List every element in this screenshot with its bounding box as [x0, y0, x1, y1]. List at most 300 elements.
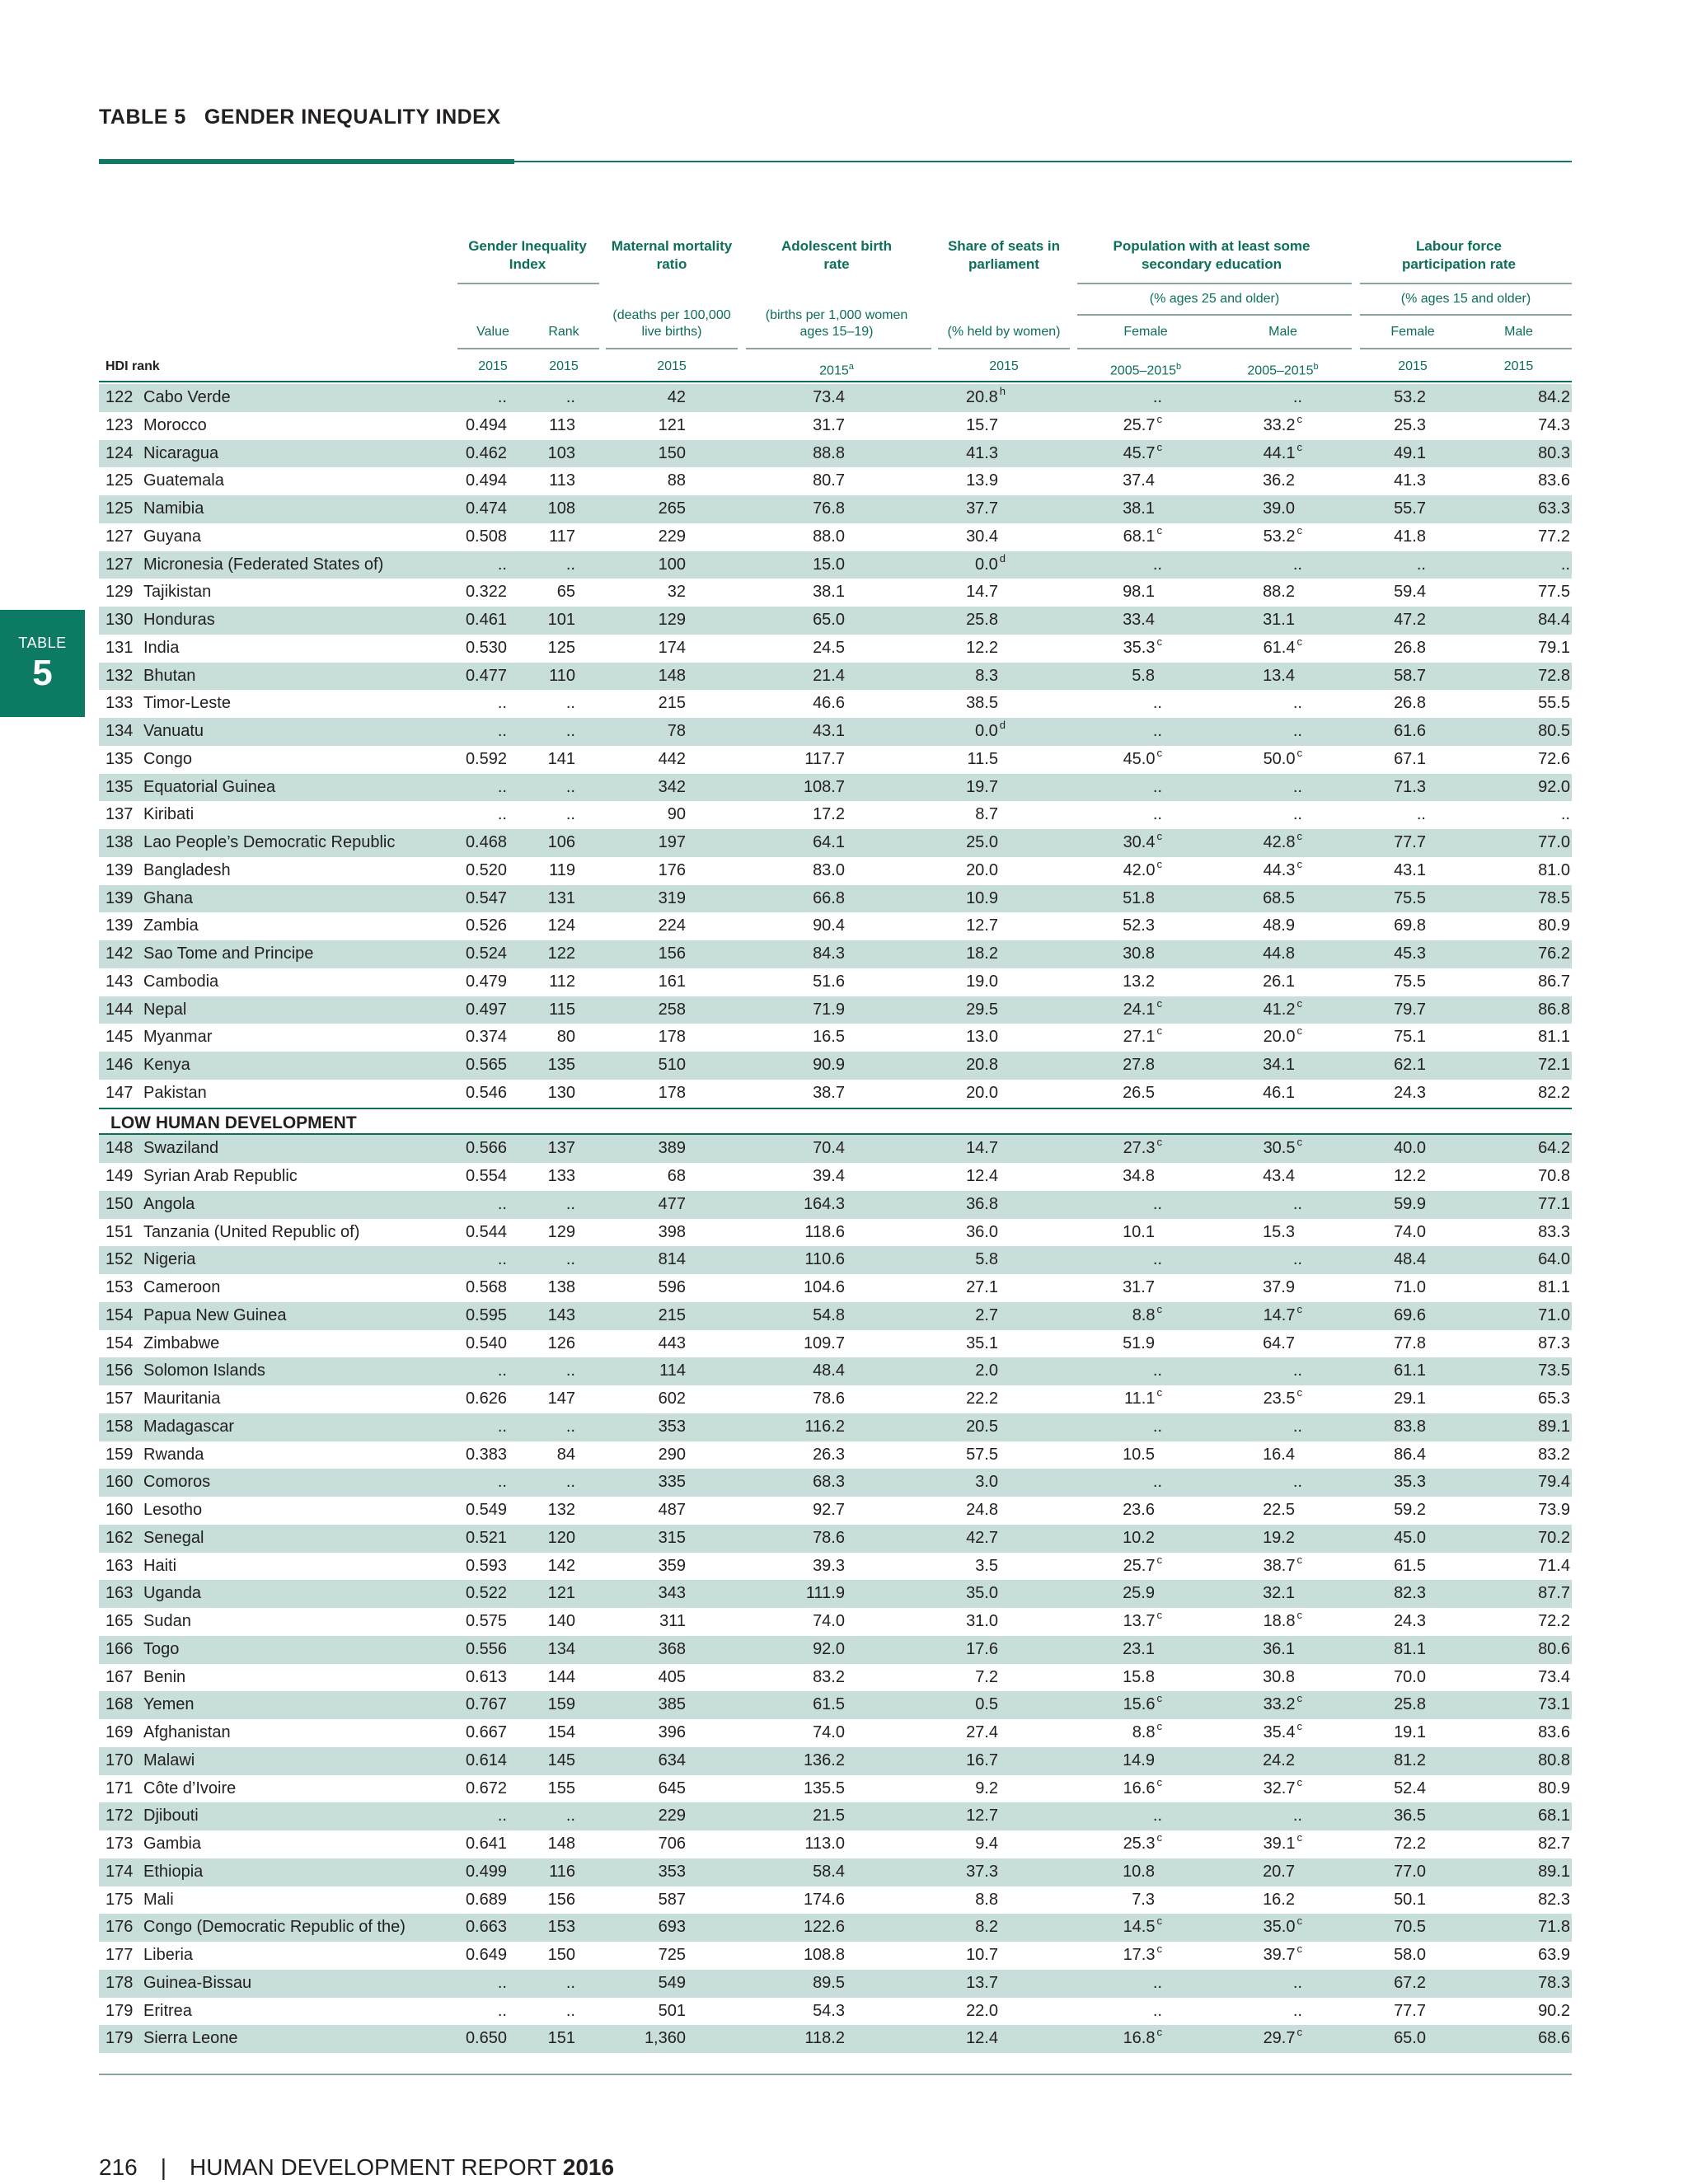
cell-edu-male: 39.7 $^c$	[1263, 1943, 1302, 1964]
cell-edu-female: 16.8 $^c$	[1123, 2026, 1162, 2048]
table-row	[99, 1998, 1572, 2026]
side-tab-number: 5	[32, 653, 53, 693]
cell-lf-female: 45.0	[1394, 1528, 1426, 1547]
hdi-rank: 132	[106, 666, 134, 685]
cell-lf-male: 70.2	[1538, 1528, 1570, 1547]
table-row	[99, 384, 1572, 412]
footnote-marker: c	[1156, 996, 1162, 1010]
cell-lf-female: 65.0	[1394, 2029, 1426, 2048]
cell-edu-male: 19.2	[1263, 1528, 1295, 1547]
cell-gii-rank: 148	[547, 1835, 575, 1853]
cell-lf-male: 65.3	[1538, 1390, 1570, 1408]
cell-mmr: 68	[667, 1167, 686, 1185]
cell-gii-rank: 125	[547, 638, 575, 657]
cell-seats: 20.8 $^h$	[965, 385, 1006, 406]
footnote-marker: c	[1296, 440, 1302, 453]
cell-mmr: 100	[658, 555, 686, 574]
cell-abr: 113.0	[804, 1835, 845, 1853]
cell-gii-rank: ..	[565, 1473, 575, 1492]
rule-edu	[1077, 348, 1352, 349]
cell-gii-rank: ..	[565, 1361, 575, 1380]
cell-lf-female: 26.8	[1394, 638, 1426, 657]
year-gii-rank: 2015	[549, 359, 579, 373]
footnote-marker: c	[1156, 2026, 1162, 2039]
hdi-rank: 131	[106, 638, 134, 657]
table-row	[99, 1219, 1572, 1247]
cell-lf-female: 61.6	[1394, 722, 1426, 740]
table-row	[99, 774, 1572, 802]
footnote-marker: c	[1296, 635, 1302, 648]
footnote-marker: c	[1156, 440, 1162, 453]
cell-mmr: 78	[667, 722, 686, 740]
country-name: Togo	[143, 1639, 180, 1658]
table-row	[99, 1830, 1572, 1858]
cell-abr: 46.6	[813, 694, 845, 713]
cell-gii-rank: 65	[556, 583, 575, 602]
cell-gii-rank: 138	[547, 1278, 575, 1296]
cell-seats: 2.0	[975, 1361, 998, 1380]
cell-gii-value: 0.554	[465, 1167, 507, 1185]
footnote-marker: c	[1296, 1609, 1302, 1621]
cell-abr: 110.6	[804, 1250, 845, 1269]
hdi-rank: 170	[106, 1750, 134, 1769]
cell-seats: 5.8	[975, 1250, 998, 1269]
country-name: Senegal	[143, 1528, 204, 1547]
cell-gii-rank: 126	[547, 1333, 575, 1352]
hdi-rank: 122	[106, 388, 134, 406]
country-name: Malawi	[143, 1750, 195, 1769]
cell-abr: 38.1	[813, 583, 845, 602]
hdi-rank: 167	[106, 1667, 134, 1686]
hdi-rank: 152	[106, 1250, 134, 1269]
hdi-rank: 173	[106, 1835, 134, 1853]
cell-edu-female: 11.1 $^c$	[1124, 1386, 1162, 1408]
cell-edu-female: 10.2	[1123, 1528, 1155, 1547]
country-name: Sao Tome and Principe	[143, 944, 314, 963]
country-name: Afghanistan	[143, 1723, 231, 1741]
cell-lf-male: 77.1	[1538, 1194, 1570, 1213]
footnote-marker: c	[1156, 1386, 1162, 1399]
cell-edu-female: 25.7 $^c$	[1123, 412, 1162, 434]
cell-gii-value: 0.613	[465, 1667, 507, 1686]
table-row	[99, 1636, 1572, 1664]
cell-lf-female: ..	[1416, 805, 1426, 824]
cell-edu-male: 44.8	[1263, 944, 1295, 963]
cell-lf-male: 73.4	[1538, 1667, 1570, 1686]
cell-lf-male: 64.2	[1538, 1139, 1570, 1158]
hdi-rank: 137	[106, 805, 134, 824]
cell-lf-male: 64.0	[1538, 1250, 1570, 1269]
cell-gii-rank: 113	[549, 471, 575, 490]
rule-seats	[938, 348, 1070, 349]
cell-gii-value: ..	[497, 2001, 507, 2020]
cell-lf-female: 62.1	[1394, 1056, 1426, 1074]
hdi-rank: 146	[106, 1056, 134, 1074]
footnote-marker: c	[1296, 1302, 1302, 1315]
footnote-marker: c	[1296, 1831, 1302, 1844]
footnote-marker: c	[1156, 412, 1162, 425]
hdi-rank: 163	[106, 1584, 134, 1603]
footnote-marker: c	[1296, 523, 1302, 537]
country-name: Lesotho	[143, 1501, 203, 1519]
table-label: TABLE 5	[99, 105, 186, 129]
cell-mmr: 42	[667, 388, 686, 406]
cell-abr: 109.7	[803, 1333, 845, 1352]
table-row	[99, 1441, 1572, 1469]
cell-gii-value: 0.520	[465, 860, 507, 879]
cell-gii-rank: 156	[547, 1890, 575, 1909]
country-name: Micronesia (Federated States of)	[143, 555, 384, 574]
cell-edu-female: 13.2	[1123, 972, 1155, 991]
country-name: Congo (Democratic Republic of the)	[143, 1918, 406, 1937]
cell-abr: 38.7	[813, 1083, 845, 1102]
cell-lf-male: 83.2	[1538, 1445, 1570, 1464]
cell-abr: 83.0	[813, 860, 845, 879]
cell-abr: 39.4	[813, 1167, 845, 1185]
page-footer	[99, 2154, 614, 2181]
country-name: Nepal	[143, 1000, 187, 1019]
cell-abr: 64.1	[813, 833, 845, 851]
year-edu-female-note: b	[1175, 362, 1182, 372]
hdi-rank: 139	[106, 860, 134, 879]
table-row	[99, 1469, 1572, 1497]
cell-abr: 66.8	[813, 888, 845, 907]
cell-abr: 74.0	[813, 1612, 845, 1630]
cell-gii-rank: 116	[549, 1862, 575, 1881]
cell-lf-female: 49.1	[1394, 443, 1426, 462]
table-title	[99, 105, 501, 129]
cell-seats: 27.4	[966, 1723, 998, 1741]
country-name: Gambia	[143, 1835, 202, 1853]
subhead-value: Value	[476, 325, 509, 339]
cell-lf-female: 70.0	[1394, 1667, 1426, 1686]
cell-lf-male: 70.8	[1538, 1167, 1570, 1185]
cell-edu-male: 35.4 $^c$	[1263, 1720, 1302, 1741]
cell-abr: 15.0	[813, 555, 845, 574]
header-edu-rule2	[1077, 314, 1352, 316]
cell-lf-female: 26.8	[1394, 694, 1426, 713]
cell-lf-male: 82.2	[1538, 1083, 1570, 1102]
cell-gii-rank: 101	[547, 611, 575, 629]
cell-edu-male: ..	[1292, 388, 1302, 406]
cell-mmr: 706	[658, 1835, 686, 1853]
cell-seats: 15.7	[966, 415, 998, 434]
cell-lf-male: 82.7	[1538, 1835, 1570, 1853]
side-tab-label: TABLE	[18, 635, 67, 651]
cell-lf-female: 77.8	[1394, 1333, 1426, 1352]
cell-lf-male: 72.8	[1538, 666, 1570, 685]
country-name: Mali	[143, 1890, 174, 1909]
country-name: Cambodia	[143, 972, 219, 991]
year-abr	[758, 359, 915, 379]
cell-seats: 0.0 $^d$	[974, 551, 1006, 574]
cell-seats: 19.7	[966, 777, 998, 796]
cell-lf-female: 67.1	[1394, 749, 1426, 768]
country-name: Myanmar	[143, 1028, 213, 1047]
cell-gii-value: 0.663	[465, 1918, 507, 1937]
cell-seats: 20.0	[966, 1083, 998, 1102]
cell-lf-male: 83.3	[1538, 1222, 1570, 1241]
cell-mmr: 477	[658, 1194, 686, 1213]
cell-gii-value: 0.767	[465, 1695, 507, 1714]
hdi-rank: 138	[106, 833, 134, 851]
cell-lf-female: 81.2	[1394, 1750, 1426, 1769]
cell-gii-rank: 130	[547, 1083, 575, 1102]
country-name: Swaziland	[143, 1139, 219, 1158]
cell-lf-male: 81.0	[1538, 860, 1570, 879]
year-mmr: 2015	[657, 359, 687, 373]
table-row	[99, 968, 1572, 996]
cell-abr: 17.2	[813, 805, 845, 824]
hdi-rank: 171	[106, 1779, 134, 1797]
cell-edu-male: 24.2	[1263, 1750, 1295, 1769]
cell-gii-value: ..	[497, 694, 507, 713]
cell-gii-value: 0.322	[465, 583, 507, 602]
country-name: Congo	[143, 749, 192, 768]
table-row	[99, 635, 1572, 663]
cell-edu-male: 31.1	[1263, 611, 1295, 629]
subhead-lf-male: Male	[1504, 325, 1533, 339]
table-row	[99, 912, 1572, 940]
cell-seats: 10.7	[966, 1946, 998, 1964]
cell-lf-male: 63.9	[1538, 1946, 1570, 1964]
table-row	[99, 1191, 1572, 1219]
cell-gii-rank: 121	[547, 1584, 575, 1603]
cell-seats: 31.0	[966, 1612, 998, 1630]
cell-abr: 118.6	[804, 1222, 845, 1241]
cell-lf-female: 77.0	[1394, 1862, 1426, 1881]
cell-edu-male: 37.9	[1263, 1278, 1295, 1296]
cell-edu-female: 23.1	[1123, 1639, 1155, 1658]
footnote-marker: c	[1296, 1553, 1302, 1566]
cell-gii-value: 0.593	[465, 1556, 507, 1575]
table-row	[99, 1608, 1572, 1636]
table-row	[99, 1246, 1572, 1274]
cell-seats: 9.2	[975, 1779, 998, 1797]
rule-lfpr	[1360, 348, 1572, 349]
table-row	[99, 718, 1572, 746]
cell-gii-value: 0.689	[465, 1890, 507, 1909]
subhead-edu-female: Female	[1123, 325, 1168, 339]
country-name: Ethiopia	[143, 1862, 204, 1881]
cell-lf-male: 83.6	[1538, 1723, 1570, 1741]
unit-seats: (% held by women)	[947, 325, 1061, 339]
cell-gii-value: 0.524	[465, 944, 507, 963]
cell-gii-rank: 140	[547, 1612, 575, 1630]
cell-lf-female: 61.5	[1394, 1556, 1426, 1575]
hdi-rank: 124	[106, 443, 134, 462]
country-name: Morocco	[143, 415, 207, 434]
cell-mmr: 725	[658, 1946, 686, 1964]
cell-lf-female: 75.5	[1394, 972, 1426, 991]
cell-edu-female: 38.1	[1123, 499, 1155, 518]
cell-mmr: 319	[658, 888, 686, 907]
cell-lf-female: 81.1	[1394, 1639, 1426, 1658]
cell-seats: 13.7	[966, 1973, 998, 1992]
cell-mmr: 634	[658, 1750, 686, 1769]
cell-gii-rank: 155	[547, 1779, 575, 1797]
cell-abr: 73.4	[813, 388, 845, 406]
country-name: Kiribati	[143, 805, 195, 824]
country-name: Bangladesh	[143, 860, 231, 879]
footnote-marker: c	[1296, 1720, 1302, 1732]
country-name: Namibia	[143, 499, 204, 518]
cell-edu-male: ..	[1292, 555, 1302, 574]
cell-lf-male: 89.1	[1538, 1417, 1570, 1436]
cell-lf-female: 59.2	[1394, 1501, 1426, 1519]
cell-gii-rank: ..	[565, 555, 575, 574]
cell-seats: 18.2	[966, 944, 998, 963]
cell-edu-male: 68.5	[1263, 888, 1295, 907]
cell-lf-female: 71.3	[1394, 777, 1426, 796]
section-header	[99, 1108, 1572, 1136]
cell-mmr: 156	[658, 944, 686, 963]
cell-gii-value: 0.522	[465, 1584, 507, 1603]
country-name: Timor-Leste	[143, 694, 231, 713]
hdi-rank: 130	[106, 611, 134, 629]
cell-abr: 78.6	[813, 1390, 845, 1408]
cell-mmr: 215	[658, 694, 686, 713]
cell-mmr: 114	[659, 1361, 686, 1380]
cell-lf-female: 43.1	[1394, 860, 1426, 879]
cell-gii-rank: 84	[556, 1445, 575, 1464]
footnote-marker: c	[1156, 1136, 1162, 1149]
cell-edu-female: 16.6 $^c$	[1123, 1775, 1162, 1797]
hdi-rank: 159	[106, 1445, 134, 1464]
cell-gii-rank: 117	[549, 527, 575, 546]
cell-gii-rank: 110	[549, 666, 575, 685]
cell-abr: 43.1	[813, 722, 845, 740]
cell-lf-male: 90.2	[1538, 2001, 1570, 2020]
hdi-rank: 134	[106, 722, 134, 740]
hdi-rank: 160	[106, 1473, 134, 1492]
cell-gii-value: 0.461	[465, 611, 507, 629]
cell-lf-female: 59.4	[1394, 583, 1426, 602]
cell-seats: 9.4	[975, 1835, 998, 1853]
cell-seats: 8.7	[975, 805, 998, 824]
table-row	[99, 996, 1572, 1024]
cell-edu-female: 13.7 $^c$	[1123, 1609, 1162, 1630]
cell-edu-male: ..	[1292, 1250, 1302, 1269]
cell-lf-female: 48.4	[1394, 1250, 1426, 1269]
table-row	[99, 885, 1572, 913]
cell-seats: 12.4	[966, 2029, 998, 2048]
hdi-rank: 162	[106, 1528, 134, 1547]
footnote-marker: c	[1296, 1386, 1302, 1399]
cell-edu-female: ..	[1152, 1417, 1162, 1436]
cell-lf-female: 19.1	[1394, 1723, 1426, 1741]
cell-seats: 35.1	[966, 1333, 998, 1352]
cell-mmr: 197	[658, 833, 686, 851]
cell-gii-value: 0.566	[465, 1139, 507, 1158]
cell-edu-male: ..	[1292, 1473, 1302, 1492]
cell-edu-female: 34.8	[1123, 1167, 1155, 1185]
cell-lf-female: 70.5	[1394, 1918, 1426, 1937]
cell-edu-male: ..	[1292, 1361, 1302, 1380]
cell-seats: 20.5	[966, 1417, 998, 1436]
cell-edu-male: 30.5 $^c$	[1263, 1136, 1302, 1158]
cell-lf-male: 86.8	[1538, 1000, 1570, 1019]
footnote-marker: c	[1296, 2026, 1302, 2039]
cell-edu-male: 32.1	[1263, 1584, 1295, 1603]
cell-gii-rank: 150	[547, 1946, 575, 1964]
header-gii: Gender Inequality Index	[468, 238, 587, 272]
footnote-marker: c	[1296, 412, 1302, 425]
cell-edu-female: 14.9	[1123, 1750, 1155, 1769]
table-row	[99, 467, 1572, 495]
footer-year: 2016	[562, 2154, 615, 2180]
cell-gii-value: 0.508	[465, 527, 507, 546]
cell-abr: 136.2	[803, 1750, 845, 1769]
footnote-marker: d	[999, 551, 1006, 565]
cell-lf-female: 25.8	[1394, 1695, 1426, 1714]
hdi-rank: 129	[106, 583, 134, 602]
cell-gii-rank: 122	[547, 944, 575, 963]
cell-abr: 68.3	[813, 1473, 845, 1492]
table-row	[99, 551, 1572, 579]
cell-gii-value: 0.672	[465, 1779, 507, 1797]
cell-gii-rank: ..	[565, 1417, 575, 1436]
cell-abr: 65.0	[813, 611, 845, 629]
cell-mmr: 148	[658, 666, 686, 685]
table-row	[99, 690, 1572, 718]
cell-gii-value: 0.374	[465, 1028, 507, 1047]
cell-gii-rank: 80	[556, 1028, 575, 1047]
cell-seats: 24.8	[966, 1501, 998, 1519]
table-row	[99, 1413, 1572, 1441]
hdi-rank: 176	[106, 1918, 134, 1937]
cell-gii-rank: 153	[547, 1918, 575, 1937]
cell-gii-rank: 124	[547, 916, 575, 935]
unit-abr: (births per 1,000 women ages 15–19)	[765, 308, 908, 339]
cell-abr: 24.5	[813, 638, 845, 657]
table-row	[99, 940, 1572, 968]
footnote-marker: c	[1156, 1831, 1162, 1844]
footnote-marker: c	[1296, 746, 1302, 759]
table-row	[99, 1775, 1572, 1803]
subhead-rank: Rank	[548, 325, 579, 339]
cell-mmr: 602	[658, 1390, 686, 1408]
cell-lf-female: 83.8	[1394, 1417, 1426, 1436]
cell-edu-male: 39.1 $^c$	[1263, 1831, 1302, 1853]
cell-seats: 3.0	[975, 1473, 998, 1492]
cell-lf-male: 76.2	[1538, 944, 1570, 963]
hdi-rank: 163	[106, 1556, 134, 1575]
cell-abr: 111.9	[805, 1584, 845, 1603]
cell-lf-male: 73.1	[1538, 1695, 1570, 1714]
cell-gii-rank: ..	[565, 722, 575, 740]
cell-abr: 78.6	[813, 1528, 845, 1547]
cell-edu-female: ..	[1152, 1194, 1162, 1213]
hdi-rank: 166	[106, 1639, 134, 1658]
hdi-rank: 160	[106, 1501, 134, 1519]
country-name: Guinea-Bissau	[143, 1973, 252, 1992]
cell-edu-male: 36.2	[1263, 471, 1295, 490]
cell-gii-value: ..	[497, 1807, 507, 1825]
cell-edu-male: 39.0	[1263, 499, 1295, 518]
cell-abr: 71.9	[813, 1000, 845, 1019]
rule-gii	[457, 348, 599, 349]
cell-seats: 22.2	[966, 1390, 998, 1408]
country-name: Kenya	[143, 1056, 190, 1074]
cell-edu-female: 10.8	[1123, 1862, 1155, 1881]
cell-edu-female: 25.7 $^c$	[1123, 1553, 1162, 1575]
cell-edu-male: 48.9	[1263, 916, 1295, 935]
cell-abr: 48.4	[813, 1361, 845, 1380]
cell-lf-male: 80.5	[1538, 722, 1570, 740]
cell-edu-female: 33.4	[1123, 611, 1155, 629]
cell-seats: 12.7	[966, 916, 998, 935]
